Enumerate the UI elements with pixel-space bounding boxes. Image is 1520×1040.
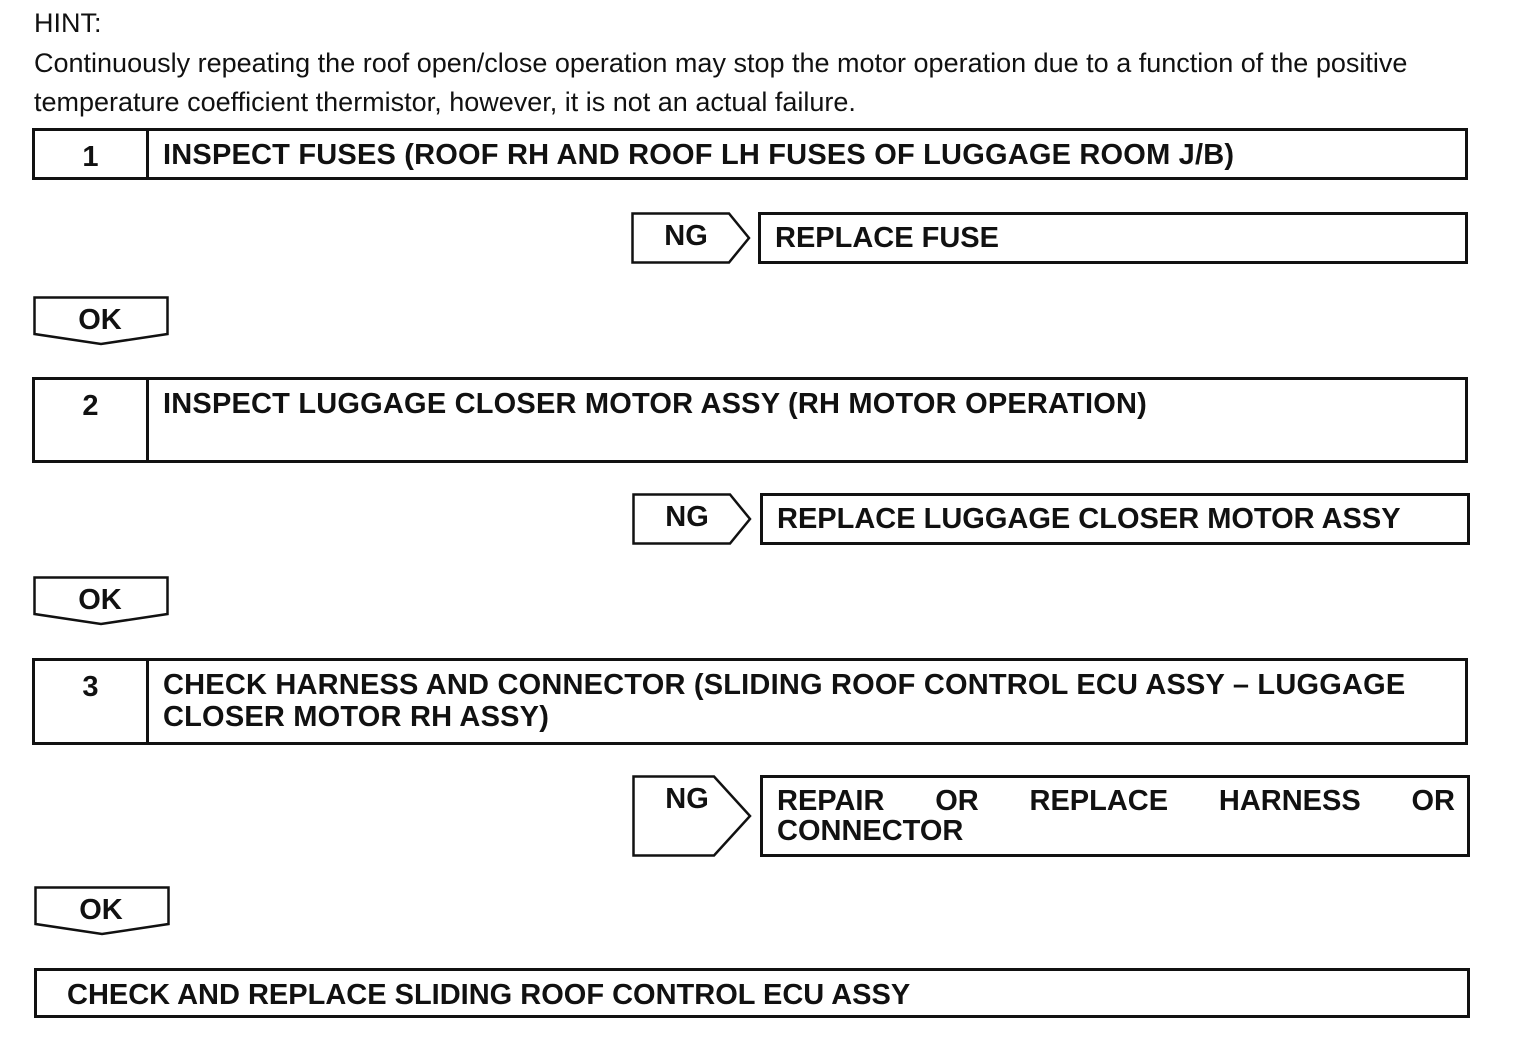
step-1-ng-arrow — [631, 212, 751, 264]
hint-title: HINT: — [34, 8, 102, 38]
step-2-ng-label: NG — [665, 501, 709, 533]
step-1-box — [32, 128, 1468, 180]
step-2-ok-arrow — [33, 576, 171, 630]
step-2-ng-action: REPLACE LUGGAGE CLOSER MOTOR ASSY — [760, 493, 1470, 545]
step-2-box — [32, 377, 1468, 463]
hint-text: Continuously repeating the roof open/close operation may stop the motor operation due to a function of the positive temperature coefficient thermistor, however, it is not an actual failure. — [34, 48, 1408, 117]
step-3-number: 3 — [35, 661, 149, 742]
step-2-number: 2 — [35, 380, 149, 460]
step-2-ng-arrow — [632, 493, 752, 545]
step-1-ng-label: NG — [664, 220, 708, 252]
step-3-title: CHECK HARNESS AND CONNECTOR (SLIDING ROOF CONTROL ECU ASSY – LUGGAGE CLOSER MOTOR RH ASSY) — [163, 669, 1406, 733]
final-action-box: CHECK AND REPLACE SLIDING ROOF CONTROL ECU ASSY — [34, 968, 1470, 1018]
step-1-ok-label: OK — [78, 304, 122, 336]
step-3-ng-label: NG — [665, 783, 709, 815]
step-1-ng-action: REPLACE FUSE — [758, 212, 1468, 264]
step-2-title: INSPECT LUGGAGE CLOSER MOTOR ASSY (RH MOTOR OPERATION) — [163, 388, 1147, 420]
step-3-ok-arrow — [34, 886, 172, 940]
step-3-ng-arrow — [632, 775, 752, 857]
step-1-ok-arrow — [33, 296, 171, 350]
step-2-ok-label: OK — [78, 584, 122, 616]
step-3-box — [32, 658, 1468, 745]
step-1-title: INSPECT FUSES (ROOF RH AND ROOF LH FUSES OF LUGGAGE ROOM J/B) — [163, 139, 1235, 171]
step-3-ok-label: OK — [79, 894, 123, 926]
step-1-number: 1 — [35, 131, 149, 177]
step-3-ng-action: REPAIR OR REPLACE HARNESS OR CONNECTOR — [760, 775, 1470, 857]
